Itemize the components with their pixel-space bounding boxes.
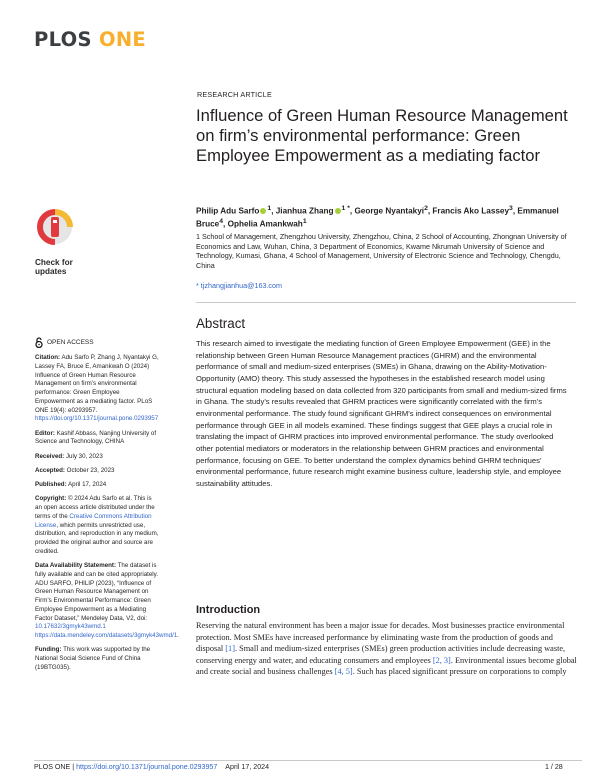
abstract-heading: Abstract <box>196 316 246 331</box>
editor-label: Editor: <box>35 429 55 437</box>
data-availability-text: The dataset is fully available and can be cited appropriately. ADU SARFO, PHILIP (2023), “Influence of Green Human Resource Management on Firm’s Environmental Performance: Green Employee Empowerment as a Mediating Factor Dataset,” Mendeley Data, V2, doi: <box>35 562 159 622</box>
article-title: Influence of Green Human Resource Management on firm’s environmental performance: Green Employee Empowerment as a mediating factor <box>196 106 568 166</box>
check-updates-label <box>35 258 113 276</box>
check-updates-line1: Check for <box>35 258 73 267</box>
author-sup: 1 <box>302 218 307 226</box>
intro-segment: . Small and medium-sized enterprises (SMEs) green production activities include decreasing waste, conserving energy and water, and educating consumers and employees <box>196 644 566 665</box>
author-sup: 1 <box>267 205 272 212</box>
received-label: Received: <box>35 452 65 460</box>
dataset-link[interactable]: 10.17632/3gmyk43wmd.1 https://data.mendeley.com/datasets/3gmyk43wmd/1 <box>35 623 178 639</box>
published-label: Published: <box>35 481 67 488</box>
citation-link[interactable]: [4, 5] <box>334 667 353 677</box>
data-availability-label: Data Availability Statement: <box>35 562 117 569</box>
footer-doi-link[interactable]: https://doi.org/10.1371/journal.pone.0293957 <box>76 763 218 771</box>
corresponding-email[interactable]: * tjzhangjianhua@163.com <box>196 281 283 290</box>
funding-text: This work was supported by the National Social Science Fund of China (19BTG035). <box>35 646 151 671</box>
author-sup: 4 <box>219 218 224 226</box>
author-sup: 1 * <box>341 205 350 212</box>
abstract-text: This research aimed to investigate the mediating function of Green Employee Empowerment (GEE) in the relationship between Green Human Resource Management practices (GHRM) and the environmental performance of small and medium-sized enterprises (SMEs) in Ghana, drawing on the Ability-Motivation-Opportunity (AMO) theory. This study assessed the hypotheses in the established research model using structural equation modeling based on data collected from 320 participants from small and medium-sized firms in Ghana. The study’s results revealed that GHRM practices were significantly correlated with the firm’s environmental performance. The study found significant GHRM’s indirect consequences on environmental performance through GEE in all models examined. These findings suggest that GEE plays a crucial role in translating the impact of GHRM practices into improved environmental performance. The study overlooked other potential mediators or moderators in the relationship between GHRM practices and environmental performance, focusing on GEE. To better understand the complex dynamics behind GHRM techniques’ environmental performance, future research might examine business culture, leadership style, and employee sustainability attitudes. <box>196 339 567 488</box>
footer-date: April 17, 2024 <box>225 763 270 771</box>
article-type: RESEARCH ARTICLE <box>197 90 272 99</box>
funding <box>35 646 160 672</box>
citation-doi-link[interactable]: https://doi.org/10.1371/journal.pone.0293957 <box>35 415 159 423</box>
open-access-label: OPEN ACCESS <box>47 339 94 346</box>
intro-segment: . Environmental issues become global and create social and business challenges <box>196 655 577 677</box>
accepted <box>35 467 160 476</box>
open-access-lock-icon <box>35 337 43 348</box>
orcid-icon[interactable] <box>260 208 266 214</box>
received <box>35 453 160 462</box>
author-name[interactable]: , Francis Ako Lassey <box>427 206 510 216</box>
editor <box>35 430 160 448</box>
citation-link[interactable]: [1] <box>225 644 235 654</box>
published-date: April 17, 2024 <box>66 481 107 488</box>
author-name[interactable]: , Emmanuel Bruce <box>196 206 559 230</box>
page-number: 1 / 28 <box>545 763 563 771</box>
license-link[interactable]: Creative Commons Attribution License <box>35 512 152 529</box>
accepted-label: Accepted: <box>35 466 65 474</box>
author-name[interactable]: , Ophelia Amankwah <box>223 220 303 230</box>
introduction-text <box>196 620 578 678</box>
check-for-updates-badge[interactable] <box>33 207 113 276</box>
citation-text: Adu Sarfo P, Zhang J, Nyantakyi G, Lassey FA, Bruce E, Amankwah O (2024) Influence of Green Human Resource Management on firm’s environmental performance: Green Employee Empowerment as a mediating factor. PLoS ONE 19(4): e0293957. <box>35 354 159 414</box>
citation-label: Citation: <box>35 354 61 361</box>
citation <box>35 354 160 424</box>
check-updates-line2: updates <box>35 267 67 277</box>
editor-text: Kashif Abbass, Nanjing University of Science and Technology, CHINA <box>35 429 157 446</box>
copyright-text-a: © 2024 Adu Sarfo et al. This is an open access article distributed under the terms of the <box>35 495 155 520</box>
article-info-sidebar <box>35 354 180 678</box>
author-name[interactable]: , Jianhua Zhang <box>271 206 334 216</box>
footer-journal: PLOS ONE <box>34 763 71 771</box>
funding-label: Funding: <box>35 646 62 654</box>
published <box>35 481 160 490</box>
logo-plos: PLOS <box>34 28 92 51</box>
author-sup: 2 <box>424 205 428 212</box>
author-name[interactable]: Philip Adu Sarfo <box>196 206 260 216</box>
author-sup: 3 <box>509 205 513 212</box>
introduction-heading: Introduction <box>196 604 261 616</box>
affiliations: 1 School of Management, Zhengzhou University, Zhengzhou, China, 2 School of Accounting, Zhongnan University of Economics and Law, Wuhan, China, 3 Department of Economics, Kwame Nkrumah University of Science and Technology, Kumasi, Ghana, 4 School of Management, University of Electronic Science and Technology, Chengdu, China <box>196 232 567 270</box>
copyright-label: Copyright: <box>35 495 67 503</box>
orcid-icon[interactable] <box>335 208 341 214</box>
intro-segment: . Such has placed significant pressure on corporations to comply <box>352 667 567 677</box>
footer-separator: | <box>70 763 77 771</box>
author-name[interactable]: , George Nyantakyi <box>349 206 425 216</box>
open-access <box>35 337 94 348</box>
journal-logo <box>34 28 146 51</box>
page-footer <box>34 763 269 771</box>
received-date: July 30, 2023 <box>64 452 103 460</box>
copyright-text-b: , which permits unrestricted use, distribution, and reproduction in any medium, provided the original author and source are credited. <box>35 521 159 555</box>
data-availability <box>35 562 180 641</box>
data-availability-end: . <box>177 632 180 639</box>
logo-one: ONE <box>98 28 147 51</box>
section-divider <box>196 302 576 303</box>
citation-link[interactable]: [2, 3] <box>432 655 451 665</box>
accepted-date: October 23, 2023 <box>64 466 115 474</box>
check-updates-icon <box>33 207 77 249</box>
author-list <box>196 204 571 231</box>
footer-divider <box>34 760 582 761</box>
intro-segment: Reserving the natural environment has been a major issue for decades. Most businesses practice environmental protection. Most SMEs have increased performance by eliminating waste from the production of goods and disposal <box>196 621 565 654</box>
copyright <box>35 495 160 556</box>
